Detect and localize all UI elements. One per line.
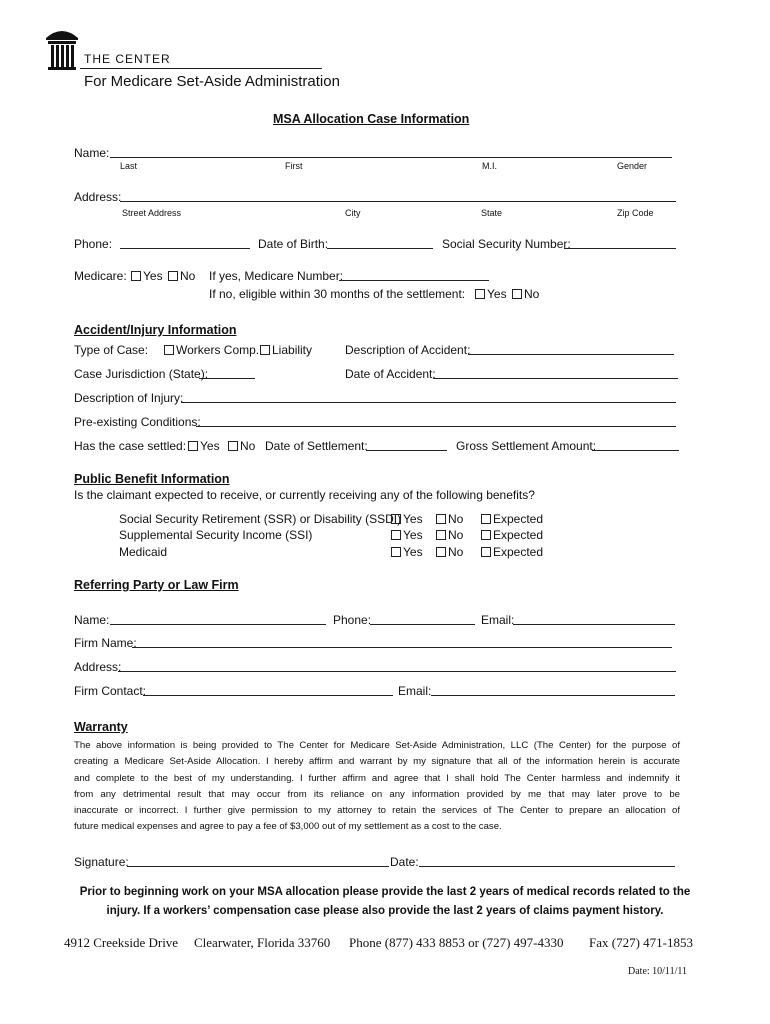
accident-heading: Accident/Injury Information (74, 323, 237, 337)
ssn-field[interactable] (564, 248, 676, 249)
checkbox-icon (512, 289, 522, 299)
name-sub-last: Last (120, 161, 138, 171)
footer-phone: Phone (877) 433 8853 or (727) 497-4330 (349, 935, 564, 950)
settled-label: Has the case settled: (74, 439, 187, 453)
org-subtitle: For Medicare Set-Aside Administration (84, 73, 340, 90)
phone-field[interactable] (120, 248, 250, 249)
checkbox-icon (481, 514, 491, 524)
signature-date-field[interactable] (419, 866, 675, 867)
benefit-row-label: Medicaid (119, 545, 168, 559)
jurisdiction-field[interactable] (199, 378, 255, 379)
claimant-name-field[interactable] (110, 157, 672, 158)
benefit-expected-checkbox[interactable]: Expected (481, 512, 543, 526)
checkbox-icon (481, 547, 491, 557)
gross-settlement-field[interactable] (592, 450, 679, 451)
phone-label: Phone: (74, 237, 113, 251)
checkbox-icon (436, 514, 446, 524)
referring-name-field[interactable] (110, 624, 326, 625)
gross-settlement-label: Gross Settlement Amount: (456, 439, 597, 453)
referring-phone-label: Phone: (333, 613, 372, 627)
checkbox-icon (260, 345, 270, 355)
desc-accident-field[interactable] (468, 354, 674, 355)
logo (44, 26, 80, 70)
benefit-no-checkbox[interactable]: No (436, 545, 463, 559)
eligible-label: If no, eligible within 30 months of the settlement: (209, 287, 466, 301)
medicare-yes-checkbox[interactable]: Yes (131, 269, 163, 283)
address-sub-state: State (481, 208, 503, 218)
checkbox-icon (168, 271, 178, 281)
checkbox-icon (164, 345, 174, 355)
benefit-row-label: Supplemental Security Income (SSI) (119, 528, 313, 542)
name-sub-mi: M.I. (482, 161, 497, 171)
firm-contact-label: Firm Contact: (74, 684, 147, 698)
checkbox-icon (228, 441, 238, 451)
medicare-number-label: If yes, Medicare Number: (209, 269, 344, 283)
type-of-case-label: Type of Case: (74, 343, 149, 357)
eligible-no-checkbox[interactable]: No (512, 287, 539, 301)
warranty-line: and complete to the best of my understanding. I further affirm and agree that I shall hold The Center harmless and indemnify it (74, 772, 680, 784)
footer-city: Clearwater, Florida 33760 (194, 935, 331, 950)
address-sub-street: Street Address (122, 208, 182, 218)
warranty-line: future medical expenses and agree to pay a fee of $3,000 out of my settlement as a cost to the case. (74, 821, 502, 833)
date-accident-field[interactable] (433, 378, 678, 379)
warranty-line: from any detrimental result that may occur from its reliance on any information provided by me that may later prove to be (74, 788, 680, 800)
address-sub-city: City (345, 208, 361, 218)
warranty-text (74, 738, 680, 836)
checkbox-icon (391, 530, 401, 540)
column-logo-icon (44, 26, 80, 70)
checkbox-icon (391, 514, 401, 524)
workers-comp-checkbox[interactable]: Workers Comp. (164, 343, 259, 357)
benefit-no-checkbox[interactable]: No (436, 512, 463, 526)
eligible-yes-checkbox[interactable]: Yes (475, 287, 507, 301)
date-settlement-label: Date of Settlement: (265, 439, 368, 453)
revision-date: Date: 10/11/11 (628, 966, 687, 977)
ssn-label: Social Security Number: (442, 237, 571, 251)
desc-injury-field[interactable] (181, 402, 676, 403)
org-name: THE CENTER (84, 52, 171, 66)
checkbox-icon (481, 530, 491, 540)
preexisting-label: Pre-existing Conditions: (74, 415, 201, 429)
benefit-expected-checkbox[interactable]: Expected (481, 545, 543, 559)
footer-address: 4912 Creekside Drive (64, 935, 179, 950)
page-title: MSA Allocation Case Information (273, 112, 470, 126)
medicare-no-checkbox[interactable]: No (168, 269, 195, 283)
settled-yes-checkbox[interactable]: Yes (188, 439, 220, 453)
date-accident-label: Date of Accident: (345, 367, 436, 381)
signature-date-label: Date: (390, 855, 419, 869)
claimant-address-label: Address: (74, 190, 122, 204)
referring-email-field[interactable] (513, 624, 675, 625)
settled-no-checkbox[interactable]: No (228, 439, 255, 453)
checkbox-icon (131, 271, 141, 281)
referring-phone-field[interactable] (370, 624, 475, 625)
address-sub-zip: Zip Code (617, 208, 654, 218)
desc-accident-label: Description of Accident: (345, 343, 471, 357)
notice-line: injury. If a workers’ compensation case please also provide the last 2 years of claims payment history. (106, 905, 664, 917)
firm-address-label: Address: (74, 660, 122, 674)
warranty-line: The above information is being provided to The Center for Medicare Set-Aside Administration, LLC (The Center) for the purpose of (74, 740, 680, 751)
warranty-heading: Warranty (74, 720, 128, 734)
header-rule (80, 68, 322, 69)
firm-contact-field[interactable] (143, 695, 393, 696)
medicare-label: Medicare: (74, 269, 127, 283)
name-sub-gender: Gender (617, 161, 648, 171)
benefit-expected-checkbox[interactable]: Expected (481, 528, 543, 542)
benefit-yes-checkbox[interactable]: Yes (391, 528, 423, 542)
dob-field[interactable] (327, 248, 433, 249)
benefits-heading: Public Benefit Information (74, 472, 230, 486)
benefits-question: Is the claimant expected to receive, or currently receiving any of the following benefits? (74, 488, 535, 502)
date-settlement-field[interactable] (366, 450, 447, 451)
checkbox-icon (391, 547, 401, 557)
signature-field[interactable] (127, 866, 389, 867)
firm-address-field[interactable] (118, 671, 676, 672)
firm-name-label: Firm Name: (74, 636, 137, 650)
desc-injury-label: Description of Injury: (74, 391, 184, 405)
benefit-no-checkbox[interactable]: No (436, 528, 463, 542)
signature-label: Signature: (74, 855, 129, 869)
referring-heading: Referring Party or Law Firm (74, 578, 239, 592)
benefit-yes-checkbox[interactable]: Yes (391, 512, 423, 526)
preexisting-field[interactable] (196, 426, 676, 427)
referring-email-label: Email: (481, 613, 515, 627)
footer-fax: Fax (727) 471-1853 (589, 935, 693, 950)
jurisdiction-label: Case Jurisdiction (State): (74, 367, 209, 381)
firm-name-field[interactable] (132, 647, 672, 648)
checkbox-icon (188, 441, 198, 451)
warranty-line: inaccurate or incorrect. I further give permission to my attorney to retain the services of The Center to prepare an allocation of (74, 805, 680, 817)
warranty-line: creating a Medicare Set-Aside Allocation. I hereby affirm and warrant by my signature that all of the information herein is accurate (74, 756, 680, 768)
name-sub-first: First (285, 161, 303, 171)
checkbox-icon (475, 289, 485, 299)
notice-line: Prior to beginning work on your MSA allocation please provide the last 2 years of medical records related to the (79, 886, 691, 898)
liability-checkbox[interactable]: Liability (260, 343, 312, 357)
benefit-yes-checkbox[interactable]: Yes (391, 545, 423, 559)
referring-name-label: Name: (74, 613, 110, 627)
claimant-name-label: Name: (74, 146, 110, 160)
claimant-address-field[interactable] (120, 201, 676, 202)
firm-email-field[interactable] (431, 695, 675, 696)
dob-label: Date of Birth: (258, 237, 329, 251)
benefit-row-label: Social Security Retirement (SSR) or Disability (SSDI) (119, 512, 402, 526)
medicare-number-field[interactable] (339, 280, 489, 281)
checkbox-icon (436, 530, 446, 540)
firm-email-label: Email: (398, 684, 432, 698)
checkbox-icon (436, 547, 446, 557)
